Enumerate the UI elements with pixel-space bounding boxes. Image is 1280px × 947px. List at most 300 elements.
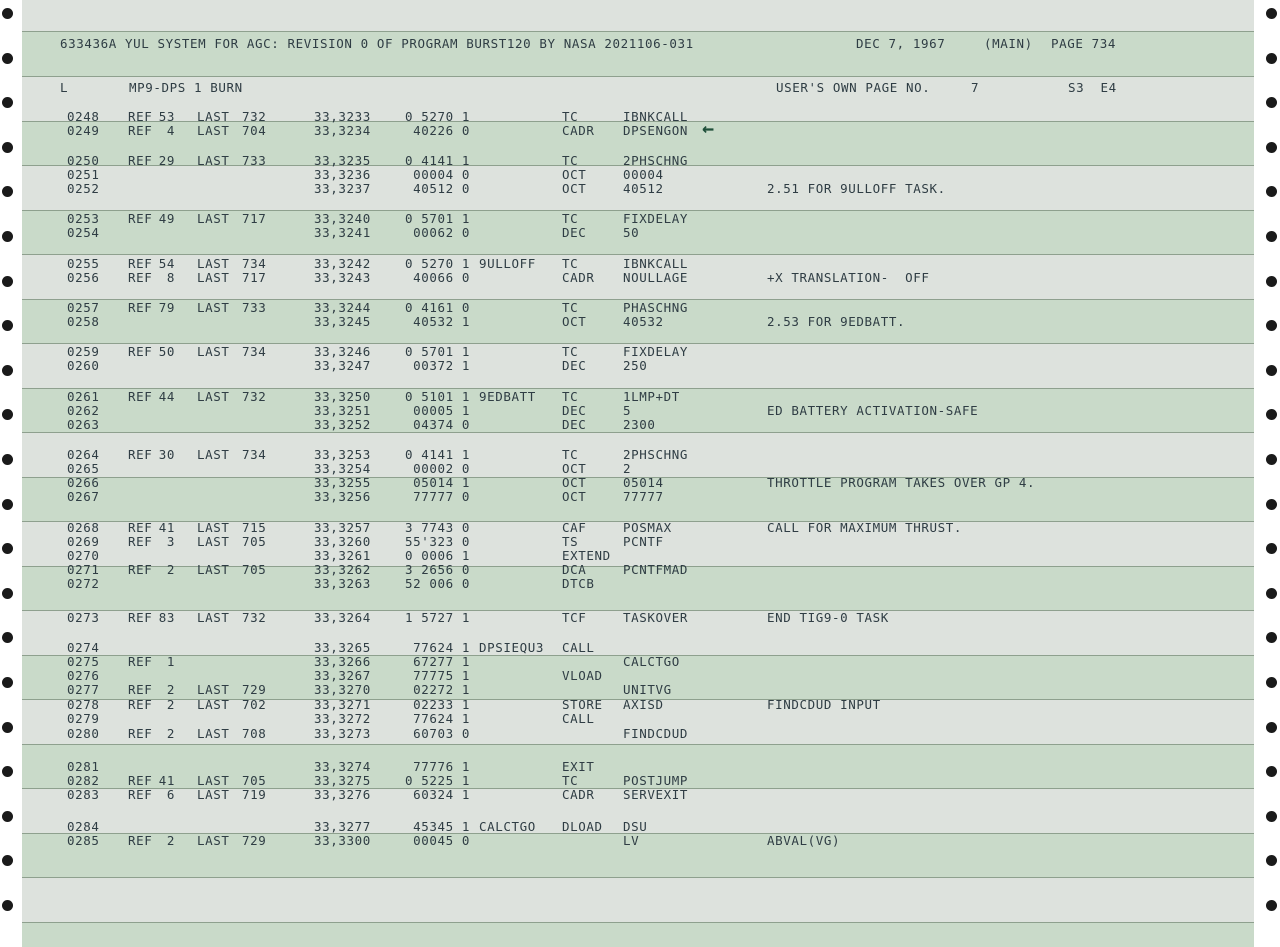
listing-operand: DSU <box>623 819 648 834</box>
listing-line-number: 0260 <box>67 358 100 373</box>
listing-ref-number: 54 <box>158 256 175 271</box>
header-title: 633436A YUL SYSTEM FOR AGC: REVISION 0 OF PROGRAM BURST120 BY NASA 2021106-031 <box>60 36 694 51</box>
listing-ref-keyword: REF <box>128 270 153 285</box>
listing-comment: 2.51 FOR 9ULLOFF TASK. <box>767 181 946 196</box>
listing-opcode: OCT <box>562 167 587 182</box>
listing-address: 33,3242 <box>314 256 371 271</box>
listing-operand: AXISD <box>623 697 664 712</box>
listing-last-keyword: LAST <box>197 697 230 712</box>
listing-octal-word: 67277 1 <box>413 654 470 669</box>
tractor-hole-right <box>1266 231 1277 242</box>
listing-ref-number: 3 <box>166 534 175 549</box>
listing-operand: 50 <box>623 225 640 240</box>
tractor-hole-left <box>2 543 13 554</box>
listing-address: 33,3263 <box>314 576 371 591</box>
listing-operand: IBNKCALL <box>623 109 689 124</box>
listing-opcode: STORE <box>562 697 603 712</box>
listing-line-number: 0284 <box>67 819 100 834</box>
listing-last-page: 705 <box>242 534 267 549</box>
listing-ref-number: 83 <box>158 610 175 625</box>
listing-octal-word: 40226 0 <box>413 123 470 138</box>
tractor-hole-right <box>1266 677 1277 688</box>
listing-address: 33,3235 <box>314 153 371 168</box>
listing-last-keyword: LAST <box>197 256 230 271</box>
listing-operand: 250 <box>623 358 648 373</box>
tractor-hole-right <box>1266 855 1277 866</box>
listing-last-page: 729 <box>242 682 267 697</box>
listing-address: 33,3236 <box>314 167 371 182</box>
listing-ref-keyword: REF <box>128 447 153 462</box>
listing-line-number: 0273 <box>67 610 100 625</box>
listing-operand: CALCTGO <box>623 654 680 669</box>
listing-line-number: 0268 <box>67 520 100 535</box>
listing-octal-word: 02233 1 <box>413 697 470 712</box>
listing-opcode: CALL <box>562 711 595 726</box>
listing-operand: 2PHSCHNG <box>623 153 689 168</box>
listing-line-number: 0257 <box>67 300 100 315</box>
listing-operand: FINDCDUD <box>623 726 689 741</box>
listing-address: 33,3267 <box>314 668 371 683</box>
listing-ref-number: 2 <box>166 562 175 577</box>
subheader-left: L <box>60 80 69 95</box>
subheader-user-page-no: 7 <box>971 80 980 95</box>
listing-last-page: 719 <box>242 787 267 802</box>
listing-octal-word: 40512 0 <box>413 181 470 196</box>
listing-octal-word: 52 006 0 <box>404 576 470 591</box>
tractor-hole-right <box>1266 320 1277 331</box>
listing-octal-word: 05014 1 <box>413 475 470 490</box>
listing-opcode: DCA <box>562 562 587 577</box>
listing-line-number: 0251 <box>67 167 100 182</box>
tractor-hole-right <box>1266 53 1277 64</box>
listing-last-keyword: LAST <box>197 389 230 404</box>
listing-last-keyword: LAST <box>197 211 230 226</box>
listing-ref-keyword: REF <box>128 562 153 577</box>
tractor-hole-left <box>2 8 13 19</box>
listing-ref-number: 1 <box>166 654 175 669</box>
tractor-hole-left <box>2 276 13 287</box>
listing-ref-number: 2 <box>166 726 175 741</box>
listing-operand: POSMAX <box>623 520 672 535</box>
listing-ref-keyword: REF <box>128 300 153 315</box>
listing-octal-word: 77624 1 <box>413 640 470 655</box>
tractor-hole-left <box>2 454 13 465</box>
listing-octal-word: 0 5270 1 <box>404 109 470 124</box>
listing-line-number: 0263 <box>67 417 100 432</box>
right-tractor-margin <box>1254 0 1280 947</box>
listing-line-number: 0276 <box>67 668 100 683</box>
listing-last-keyword: LAST <box>197 773 230 788</box>
listing-address: 33,3266 <box>314 654 371 669</box>
tractor-hole-right <box>1266 722 1277 733</box>
listing-octal-word: 02272 1 <box>413 682 470 697</box>
listing-line-number: 0256 <box>67 270 100 285</box>
listing-last-page: 705 <box>242 562 267 577</box>
listing-operand: 05014 <box>623 475 664 490</box>
listing-address: 33,3273 <box>314 726 371 741</box>
listing-last-page: 704 <box>242 123 267 138</box>
listing-octal-word: 0 5270 1 <box>404 256 470 271</box>
listing-operand: NOULLAGE <box>623 270 689 285</box>
tractor-hole-right <box>1266 632 1277 643</box>
listing-address: 33,3270 <box>314 682 371 697</box>
listing-octal-word: 60324 1 <box>413 787 470 802</box>
listing-address: 33,3300 <box>314 833 371 848</box>
listing-octal-word: 0 4161 0 <box>404 300 470 315</box>
tractor-hole-right <box>1266 276 1277 287</box>
listing-octal-word: 40532 1 <box>413 314 470 329</box>
listing-last-page: 717 <box>242 211 267 226</box>
listing-octal-word: 77776 1 <box>413 759 470 774</box>
listing-ref-number: 2 <box>166 833 175 848</box>
listing-line-number: 0280 <box>67 726 100 741</box>
listing-line-number: 0270 <box>67 548 100 563</box>
listing-last-page: 702 <box>242 697 267 712</box>
tractor-hole-right <box>1266 142 1277 153</box>
tractor-hole-right <box>1266 97 1277 108</box>
listing-operand: FIXDELAY <box>623 344 689 359</box>
listing-opcode: EXTEND <box>562 548 611 563</box>
listing-line-number: 0264 <box>67 447 100 462</box>
tractor-hole-left <box>2 409 13 420</box>
tractor-hole-right <box>1266 409 1277 420</box>
listing-octal-word: 00372 1 <box>413 358 470 373</box>
listing-last-keyword: LAST <box>197 833 230 848</box>
subheader-code: S3 E4 <box>1068 80 1117 95</box>
listing-ref-number: 41 <box>158 520 175 535</box>
listing-opcode: TC <box>562 211 579 226</box>
tractor-hole-right <box>1266 900 1277 911</box>
tractor-hole-left <box>2 97 13 108</box>
listing-line-number: 0274 <box>67 640 100 655</box>
listing-ref-keyword: REF <box>128 211 153 226</box>
listing-octal-word: 0 5101 1 <box>404 389 470 404</box>
listing-last-keyword: LAST <box>197 562 230 577</box>
listing-ref-number: 2 <box>166 682 175 697</box>
header-date: DEC 7, 1967 <box>856 36 946 51</box>
listing-address: 33,3241 <box>314 225 371 240</box>
tractor-hole-right <box>1266 588 1277 599</box>
listing-last-page: 734 <box>242 447 267 462</box>
listing-operand: 40512 <box>623 181 664 196</box>
listing-ref-number: 41 <box>158 773 175 788</box>
listing-operand: 1LMP+DT <box>623 389 680 404</box>
listing-address: 33,3247 <box>314 358 371 373</box>
listing-symbol-label: DPSIEQU3 <box>479 640 545 655</box>
listing-address: 33,3272 <box>314 711 371 726</box>
listing-comment: ABVAL(VG) <box>767 833 841 848</box>
listing-opcode: TC <box>562 447 579 462</box>
subheader-user-page: USER'S OWN PAGE NO. <box>776 80 931 95</box>
listing-line-number: 0262 <box>67 403 100 418</box>
listing-last-keyword: LAST <box>197 447 230 462</box>
listing-last-keyword: LAST <box>197 300 230 315</box>
tractor-hole-left <box>2 722 13 733</box>
listing-last-keyword: LAST <box>197 153 230 168</box>
listing-last-keyword: LAST <box>197 344 230 359</box>
listing-opcode: VLOAD <box>562 668 603 683</box>
listing-ref-keyword: REF <box>128 153 153 168</box>
listing-octal-word: 04374 0 <box>413 417 470 432</box>
listing-octal-word: 0 5701 1 <box>404 211 470 226</box>
listing-last-page: 705 <box>242 773 267 788</box>
listing-address: 33,3250 <box>314 389 371 404</box>
listing-line-number: 0267 <box>67 489 100 504</box>
listing-ref-keyword: REF <box>128 344 153 359</box>
tractor-hole-left <box>2 900 13 911</box>
listing-address: 33,3264 <box>314 610 371 625</box>
listing-line-number: 0277 <box>67 682 100 697</box>
listing-line-number: 0275 <box>67 654 100 669</box>
listing-line-number: 0259 <box>67 344 100 359</box>
listing-comment: END TIG9-0 TASK <box>767 610 889 625</box>
listing-opcode: CALL <box>562 640 595 655</box>
listing-line-number: 0285 <box>67 833 100 848</box>
listing-last-page: 733 <box>242 153 267 168</box>
tractor-hole-left <box>2 499 13 510</box>
listing-last-page: 732 <box>242 389 267 404</box>
tractor-hole-right <box>1266 766 1277 777</box>
listing-symbol-label: CALCTGO <box>479 819 536 834</box>
listing-ref-keyword: REF <box>128 109 153 124</box>
listing-opcode: DEC <box>562 225 587 240</box>
tractor-hole-left <box>2 766 13 777</box>
listing-ref-keyword: REF <box>128 389 153 404</box>
listing-address: 33,3253 <box>314 447 371 462</box>
listing-last-keyword: LAST <box>197 123 230 138</box>
header-page: PAGE 734 <box>1051 36 1117 51</box>
tractor-hole-left <box>2 632 13 643</box>
listing-ref-keyword: REF <box>128 682 153 697</box>
listing-operand: PCNTF <box>623 534 664 549</box>
listing-opcode: TS <box>562 534 579 549</box>
listing-address: 33,3271 <box>314 697 371 712</box>
listing-address: 33,3233 <box>314 109 371 124</box>
listing-opcode: TC <box>562 109 579 124</box>
listing-opcode: TC <box>562 256 579 271</box>
listing-operand: 5 <box>623 403 632 418</box>
listing-opcode: OCT <box>562 475 587 490</box>
listing-address: 33,3275 <box>314 773 371 788</box>
tractor-hole-right <box>1266 454 1277 465</box>
listing-address: 33,3256 <box>314 489 371 504</box>
tractor-hole-left <box>2 677 13 688</box>
listing-operand: 2PHSCHNG <box>623 447 689 462</box>
tractor-hole-right <box>1266 8 1277 19</box>
listing-last-keyword: LAST <box>197 109 230 124</box>
listing-opcode: TCF <box>562 610 587 625</box>
tractor-hole-right <box>1266 365 1277 376</box>
listing-operand: FIXDELAY <box>623 211 689 226</box>
listing-operand: 00004 <box>623 167 664 182</box>
listing-opcode: DLOAD <box>562 819 603 834</box>
listing-opcode: TC <box>562 153 579 168</box>
listing-octal-word: 00004 0 <box>413 167 470 182</box>
listing-operand: SERVEXIT <box>623 787 689 802</box>
listing-address: 33,3245 <box>314 314 371 329</box>
listing-octal-word: 77624 1 <box>413 711 470 726</box>
listing-ref-keyword: REF <box>128 610 153 625</box>
listing-ref-number: 30 <box>158 447 175 462</box>
listing-line-number: 0258 <box>67 314 100 329</box>
listing-operand: TASKOVER <box>623 610 689 625</box>
listing-octal-word: 0 4141 1 <box>404 153 470 168</box>
listing-address: 33,3260 <box>314 534 371 549</box>
listing-operand: 2 <box>623 461 632 476</box>
listing-ref-number: 2 <box>166 697 175 712</box>
listing-comment: +X TRANSLATION- OFF <box>767 270 930 285</box>
listing-last-keyword: LAST <box>197 787 230 802</box>
listing-line-number: 0261 <box>67 389 100 404</box>
listing-line-number: 0283 <box>67 787 100 802</box>
listing-ref-number: 44 <box>158 389 175 404</box>
listing-address: 33,3276 <box>314 787 371 802</box>
listing-opcode: OCT <box>562 181 587 196</box>
tractor-hole-right <box>1266 543 1277 554</box>
tractor-hole-right <box>1266 499 1277 510</box>
listing-last-keyword: LAST <box>197 726 230 741</box>
listing-last-page: 734 <box>242 256 267 271</box>
listing-line-number: 0252 <box>67 181 100 196</box>
listing-ref-number: 79 <box>158 300 175 315</box>
listing-opcode: DEC <box>562 417 587 432</box>
listing-line-number: 0253 <box>67 211 100 226</box>
listing-operand: POSTJUMP <box>623 773 689 788</box>
listing-operand: 2300 <box>623 417 656 432</box>
listing-ref-keyword: REF <box>128 697 153 712</box>
listing-ref-number: 50 <box>158 344 175 359</box>
listing-line-number: 0281 <box>67 759 100 774</box>
listing-operand: PCNTFMAD <box>623 562 689 577</box>
listing-last-page: 732 <box>242 109 267 124</box>
listing-opcode: TC <box>562 300 579 315</box>
listing-address: 33,3257 <box>314 520 371 535</box>
listing-ref-keyword: REF <box>128 787 153 802</box>
green-bar <box>22 922 1254 947</box>
listing-line-number: 0279 <box>67 711 100 726</box>
tractor-hole-left <box>2 53 13 64</box>
listing-address: 33,3262 <box>314 562 371 577</box>
listing-symbol-label: 9EDBATT <box>479 389 536 404</box>
listing-line-number: 0249 <box>67 123 100 138</box>
listing-ref-number: 53 <box>158 109 175 124</box>
listing-last-keyword: LAST <box>197 682 230 697</box>
listing-line-number: 0250 <box>67 153 100 168</box>
listing-operand: 77777 <box>623 489 664 504</box>
listing-line-number: 0266 <box>67 475 100 490</box>
listing-address: 33,3277 <box>314 819 371 834</box>
listing-line-number: 0255 <box>67 256 100 271</box>
listing-ref-keyword: REF <box>128 654 153 669</box>
listing-address: 33,3243 <box>314 270 371 285</box>
listing-line-number: 0272 <box>67 576 100 591</box>
listing-ref-keyword: REF <box>128 123 153 138</box>
listing-opcode: TC <box>562 344 579 359</box>
listing-ref-number: 8 <box>166 270 175 285</box>
listing-operand: 40532 <box>623 314 664 329</box>
listing-address: 33,3274 <box>314 759 371 774</box>
listing-address: 33,3234 <box>314 123 371 138</box>
listing-opcode: DTCB <box>562 576 595 591</box>
listing-opcode: DEC <box>562 403 587 418</box>
listing-opcode: CADR <box>562 787 595 802</box>
listing-line-number: 0248 <box>67 109 100 124</box>
listing-address: 33,3252 <box>314 417 371 432</box>
listing-octal-word: 3 7743 0 <box>404 520 470 535</box>
listing-ref-number: 4 <box>166 123 175 138</box>
listing-octal-word: 0 4141 1 <box>404 447 470 462</box>
listing-address: 33,3244 <box>314 300 371 315</box>
listing-line-number: 0254 <box>67 225 100 240</box>
listing-opcode: OCT <box>562 314 587 329</box>
listing-octal-word: 00062 0 <box>413 225 470 240</box>
subheader-section: MP9-DPS 1 BURN <box>129 80 243 95</box>
listing-octal-word: 55'323 0 <box>404 534 470 549</box>
listing-opcode: TC <box>562 773 579 788</box>
listing-line-number: 0271 <box>67 562 100 577</box>
listing-octal-word: 0 5701 1 <box>404 344 470 359</box>
listing-last-keyword: LAST <box>197 610 230 625</box>
listing-operand: IBNKCALL <box>623 256 689 271</box>
listing-operand: LV <box>623 833 640 848</box>
listing-opcode: CAF <box>562 520 587 535</box>
header-mode: (MAIN) <box>984 36 1033 51</box>
listing-last-keyword: LAST <box>197 534 230 549</box>
listing-octal-word: 00045 0 <box>413 833 470 848</box>
listing-comment: THROTTLE PROGRAM TAKES OVER GP 4. <box>767 475 1036 490</box>
listing-octal-word: 3 2656 0 <box>404 562 470 577</box>
listing-address: 33,3261 <box>314 548 371 563</box>
listing-line-number: 0269 <box>67 534 100 549</box>
listing-address: 33,3265 <box>314 640 371 655</box>
listing-address: 33,3246 <box>314 344 371 359</box>
listing-address: 33,3254 <box>314 461 371 476</box>
listing-last-page: 715 <box>242 520 267 535</box>
listing-ref-keyword: REF <box>128 726 153 741</box>
listing-line-number: 0278 <box>67 697 100 712</box>
listing-last-page: 734 <box>242 344 267 359</box>
tractor-hole-left <box>2 320 13 331</box>
listing-octal-word: 00002 0 <box>413 461 470 476</box>
listing-ref-number: 29 <box>158 153 175 168</box>
listing-octal-word: 45345 1 <box>413 819 470 834</box>
left-arrow-icon: ← <box>702 116 715 140</box>
listing-comment: FINDCDUD INPUT <box>767 697 881 712</box>
listing-operand: UNITVG <box>623 682 672 697</box>
listing-address: 33,3251 <box>314 403 371 418</box>
listing-octal-word: 77777 0 <box>413 489 470 504</box>
listing-comment: CALL FOR MAXIMUM THRUST. <box>767 520 963 535</box>
tractor-hole-right <box>1266 811 1277 822</box>
listing-last-page: 717 <box>242 270 267 285</box>
tractor-hole-left <box>2 855 13 866</box>
tractor-hole-left <box>2 365 13 376</box>
listing-last-keyword: LAST <box>197 270 230 285</box>
listing-opcode: DEC <box>562 358 587 373</box>
listing-ref-keyword: REF <box>128 833 153 848</box>
listing-address: 33,3240 <box>314 211 371 226</box>
listing-last-page: 729 <box>242 833 267 848</box>
listing-octal-word: 40066 0 <box>413 270 470 285</box>
tractor-hole-left <box>2 142 13 153</box>
listing-ref-number: 6 <box>166 787 175 802</box>
listing-address: 33,3237 <box>314 181 371 196</box>
listing-ref-number: 49 <box>158 211 175 226</box>
listing-octal-word: 0 5225 1 <box>404 773 470 788</box>
tractor-hole-left <box>2 231 13 242</box>
listing-octal-word: 77775 1 <box>413 668 470 683</box>
listing-opcode: EXIT <box>562 759 595 774</box>
